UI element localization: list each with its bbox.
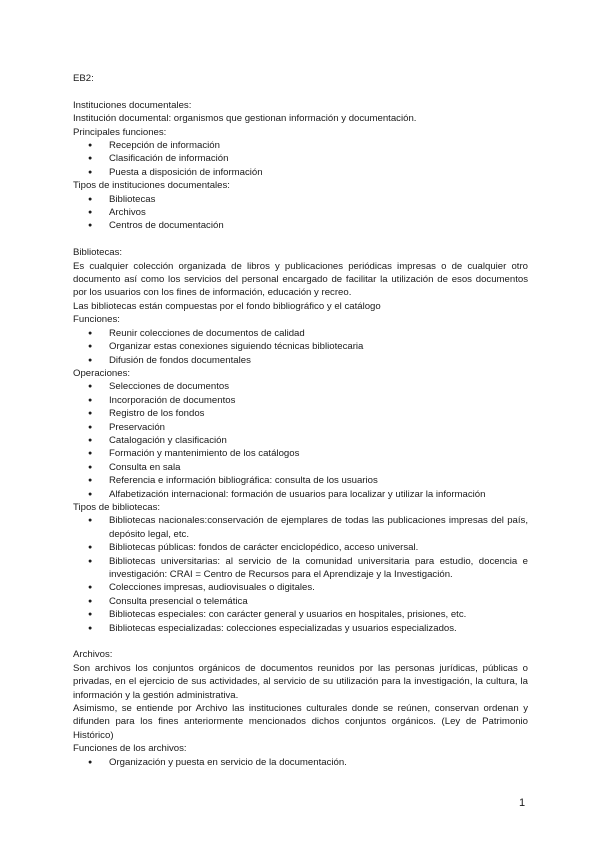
list-item: ● Bibliotecas nacionales:conservación de ejemplares de todas las publicaciones impresas del país, depósito legal, etc. bbox=[73, 514, 528, 541]
list-item: ● Registro de los fondos bbox=[73, 407, 528, 420]
list-item: ● Catalogación y clasificación bbox=[73, 434, 528, 447]
list-item: ● Consulta presencial o telemática bbox=[73, 595, 528, 608]
list-item: ● Preservación bbox=[73, 421, 528, 434]
list-item: ● Referencia e información bibliográfica: consulta de los usuarios bbox=[73, 474, 528, 487]
bullet-list bbox=[73, 380, 528, 501]
list-label: Principales funciones: bbox=[73, 126, 167, 138]
list-label: Funciones: bbox=[73, 314, 120, 326]
list-item: ● Recepción de información bbox=[73, 139, 528, 152]
list-item: ● Reunir colecciones de documentos de calidad bbox=[73, 327, 528, 340]
bullet-list bbox=[73, 139, 528, 179]
paragraph: Son archivos los conjuntos orgánicos de documentos reunidos por las personas jurídicas, públicas o privadas, en el ejercicio de sus actividades, al servicio de su utilización para la investigación, la cultura, la información y la gestión administrativa. bbox=[73, 662, 528, 701]
list-item: ● Bibliotecas especiales: con carácter general y usuarios en hospitales, prisiones, etc. bbox=[73, 608, 528, 621]
list-item: ● Colecciones impresas, audiovisuales o digitales. bbox=[73, 581, 528, 594]
list-item: ● Organización y puesta en servicio de la documentación. bbox=[73, 756, 528, 769]
bullet-list bbox=[73, 327, 528, 367]
section-heading-archivos: Archivos: bbox=[73, 649, 113, 661]
list-item: ● Bibliotecas universitarias: al servicio de la comunidad universitaria para estudio, docencia e investigación: CRAI = Centro de Recursos para el Aprendizaje y la Investigación. bbox=[73, 555, 528, 582]
list-item: ● Alfabetización internacional: formación de usuarios para localizar y utilizar la información bbox=[73, 488, 528, 501]
list-item: ● Bibliotecas bbox=[73, 193, 528, 206]
list-item: ● Bibliotecas especializadas: colecciones especializadas y usuarios especializados. bbox=[73, 622, 528, 635]
paragraph: Institución documental: organismos que gestionan información y documentación. bbox=[73, 113, 417, 125]
bullet-list bbox=[73, 756, 528, 769]
list-item: ● Clasificación de información bbox=[73, 152, 528, 165]
list-item: ● Puesta a disposición de información bbox=[73, 166, 528, 179]
section-heading-bibliotecas: Bibliotecas: bbox=[73, 247, 123, 259]
list-item: ● Organizar estas conexiones siguiendo técnicas bibliotecaria bbox=[73, 340, 528, 353]
paragraph: Las bibliotecas están compuestas por el fondo bibliográfico y el catálogo bbox=[73, 300, 381, 312]
section-heading-instituciones: Instituciones documentales: bbox=[73, 99, 192, 111]
doc-title: EB2: bbox=[73, 73, 94, 84]
list-label: Funciones de los archivos: bbox=[73, 743, 187, 755]
list-item: ● Selecciones de documentos bbox=[73, 380, 528, 393]
list-item: ● Formación y mantenimiento de los catálogos bbox=[73, 447, 528, 460]
paragraph: Es cualquier colección organizada de libros y publicaciones periódicas impresas o de cualquier otro documento así como los servicios del personal encargado de facilitar la utilización de esos documentos por los usuarios con los fines de información, educación y recreo. bbox=[73, 260, 528, 299]
paragraph: Asimismo, se entiende por Archivo las instituciones culturales donde se reúnen, conservan ordenan y difunden para los fines anteriormente mencionados dichos conjuntos orgánicos. (Ley de Patrimonio Histórico) bbox=[73, 703, 528, 741]
list-item: ● Archivos bbox=[73, 206, 528, 219]
list-item: ● Difusión de fondos documentales bbox=[73, 354, 528, 367]
list-item: ● Consulta en sala bbox=[73, 461, 528, 474]
list-label: Tipos de instituciones documentales: bbox=[73, 180, 230, 192]
document-body bbox=[73, 72, 528, 769]
bullet-list bbox=[73, 514, 528, 635]
bullet-list bbox=[73, 193, 528, 233]
list-item: ● Bibliotecas públicas: fondos de carácter enciclopédico, acceso universal. bbox=[73, 541, 528, 554]
list-item: ● Centros de documentación bbox=[73, 219, 528, 232]
list-item: ● Incorporación de documentos bbox=[73, 394, 528, 407]
list-label: Tipos de bibliotecas: bbox=[73, 501, 161, 513]
list-label: Operaciones: bbox=[73, 367, 131, 379]
page-number: 1 bbox=[519, 797, 526, 809]
